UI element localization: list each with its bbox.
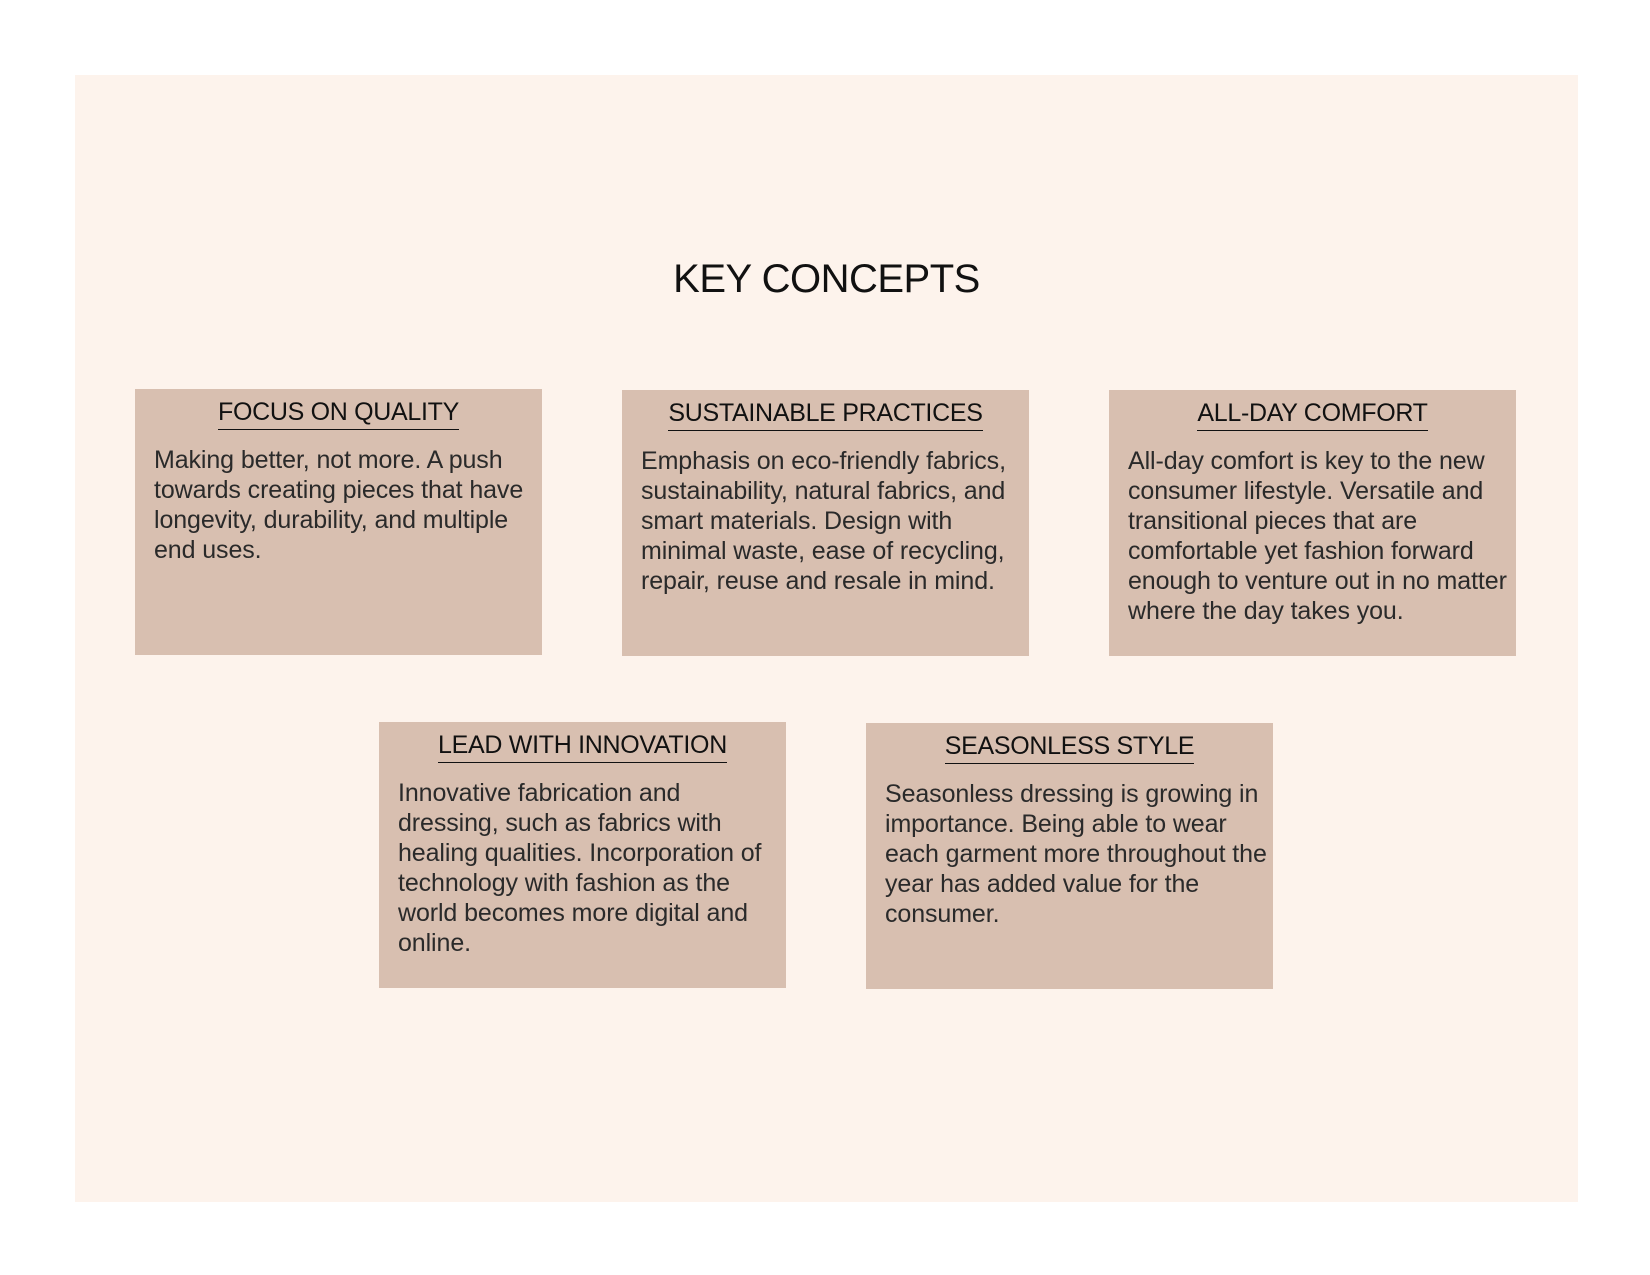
card-heading: SUSTAINABLE PRACTICES (668, 398, 982, 431)
slide-page (75, 75, 1578, 1202)
concept-card-lead-with-innovation (379, 722, 786, 988)
card-heading: ALL-DAY COMFORT (1197, 398, 1427, 431)
concept-card-sustainable-practices (622, 390, 1029, 656)
concept-card-all-day-comfort (1109, 390, 1516, 656)
concept-card-focus-on-quality (135, 389, 542, 655)
card-body: Innovative fabrication and dressing, such as fabrics with healing qualities. Incorporation of technology with fashion as the world becomes more digital and online. (398, 779, 762, 957)
page-title: KEY CONCEPTS (673, 257, 980, 301)
card-body: Emphasis on eco-friendly fabrics, sustainability, natural fabrics, and smart materials. Design with minimal waste, ease of recycling, repair, reuse and resale in mind. (641, 447, 1006, 595)
card-body: Making better, not more. A push towards creating pieces that have longevity, durability, and multiple end uses. (154, 446, 524, 564)
card-heading: LEAD WITH INNOVATION (438, 730, 727, 763)
card-body: Seasonless dressing is growing in importance. Being able to wear each garment more throughout the year has added value for the consumer. (885, 780, 1267, 928)
card-heading: SEASONLESS STYLE (945, 731, 1194, 764)
concept-card-seasonless-style (866, 723, 1273, 989)
card-heading: FOCUS ON QUALITY (218, 397, 459, 430)
card-body: All-day comfort is key to the new consumer lifestyle. Versatile and transitional pieces that are comfortable yet fashion forward enough to venture out in no matter where the day takes you. (1128, 447, 1507, 625)
